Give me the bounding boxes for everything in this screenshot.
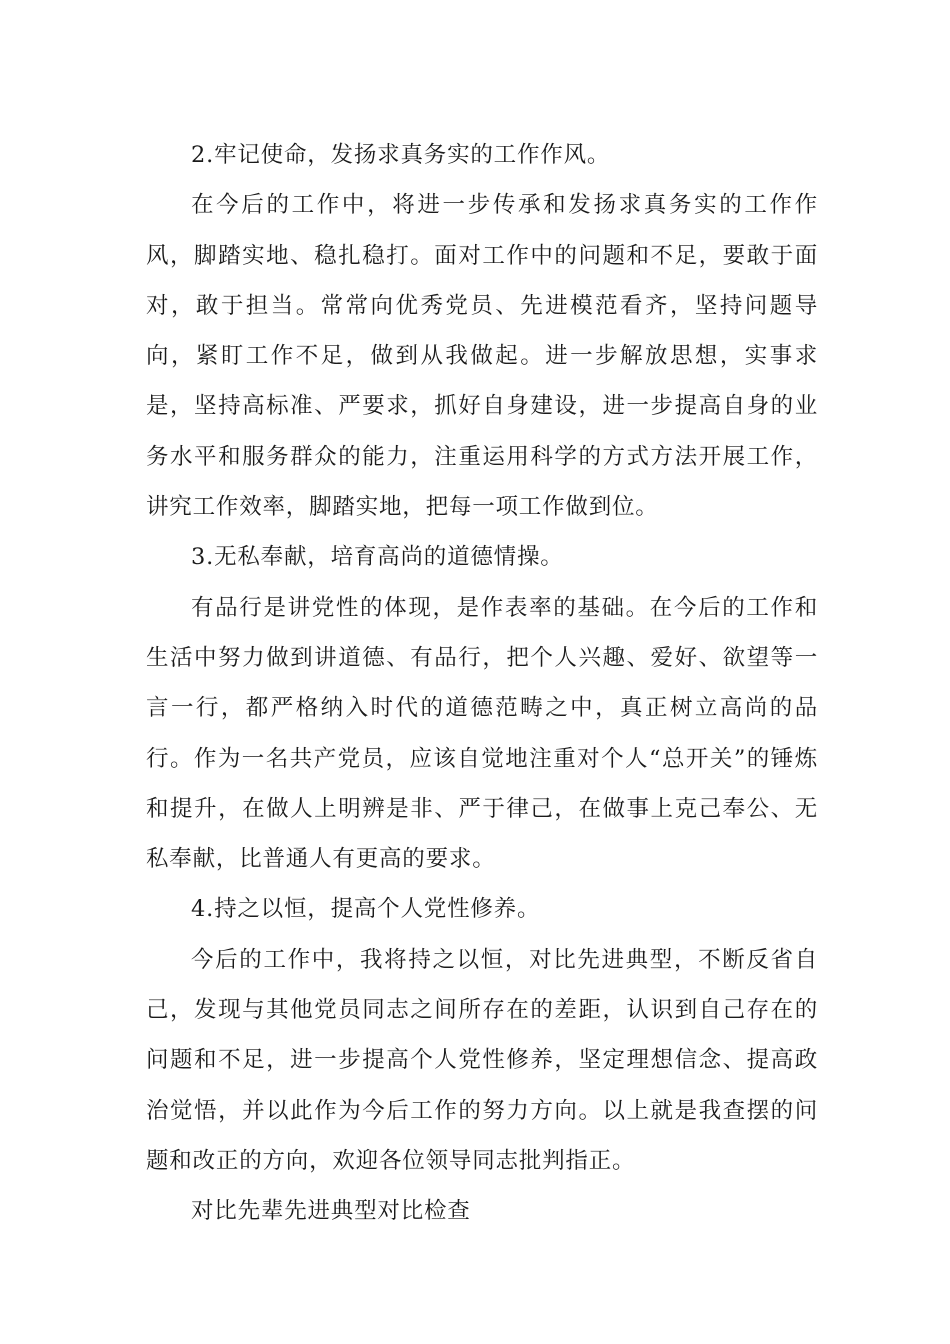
section-heading-2: 2.牢记使命，发扬求真务实的工作作风。 xyxy=(191,142,611,168)
body-paragraph: 在今后的工作中，将进一步传承和发扬求真务实的工作作风，脚踏实地、稳扎稳打。面对工作中的问题和不足，要敢于面对，敢于担当。常常向优秀党员、先进模范看齐，坚持问题导向，紧盯工作不足，做到从我做起。进一步解放思想，实事求是，坚持高标准、严要求，抓好自身建设，进一步提高自身的业务水平和服务群众的能力，注重运用科学的方式方法开展工作，讲究工作效率，脚踏实地，把每一项工作做到位。 xyxy=(146,192,818,521)
body-paragraph: 有品行是讲党性的体现，是作表率的基础。在今后的工作和生活中努力做到讲道德、有品行，把个人兴趣、爱好、欲望等一言一行，都严格纳入时代的道德范畴之中，真正树立高尚的品行。作为一名共产党员，应该自觉地注重对个人“总开关”的锤炼和提升，在做人上明辨是非、严于律己，在做事上克己奉公、无私奉献，比普通人有更高的要求。 xyxy=(146,594,818,873)
document-body xyxy=(146,130,818,1237)
body-paragraph: 今后的工作中，我将持之以恒，对比先进典型，不断反省自己，发现与其他党员同志之间所存在的差距，认识到自己存在的问题和不足，进一步提高个人党性修养，坚定理想信念、提高政治觉悟，并以此作为今后工作的努力方向。以上就是我查摆的问题和改正的方向，欢迎各位领导同志批判指正。 xyxy=(146,946,818,1174)
section-heading-3: 3.无私奉献，培育高尚的道德情操。 xyxy=(191,544,564,571)
section-heading-4: 4.持之以恒，提高个人党性修养。 xyxy=(191,896,541,923)
next-section-title: 对比先辈先进典型对比检查 xyxy=(191,1198,471,1225)
